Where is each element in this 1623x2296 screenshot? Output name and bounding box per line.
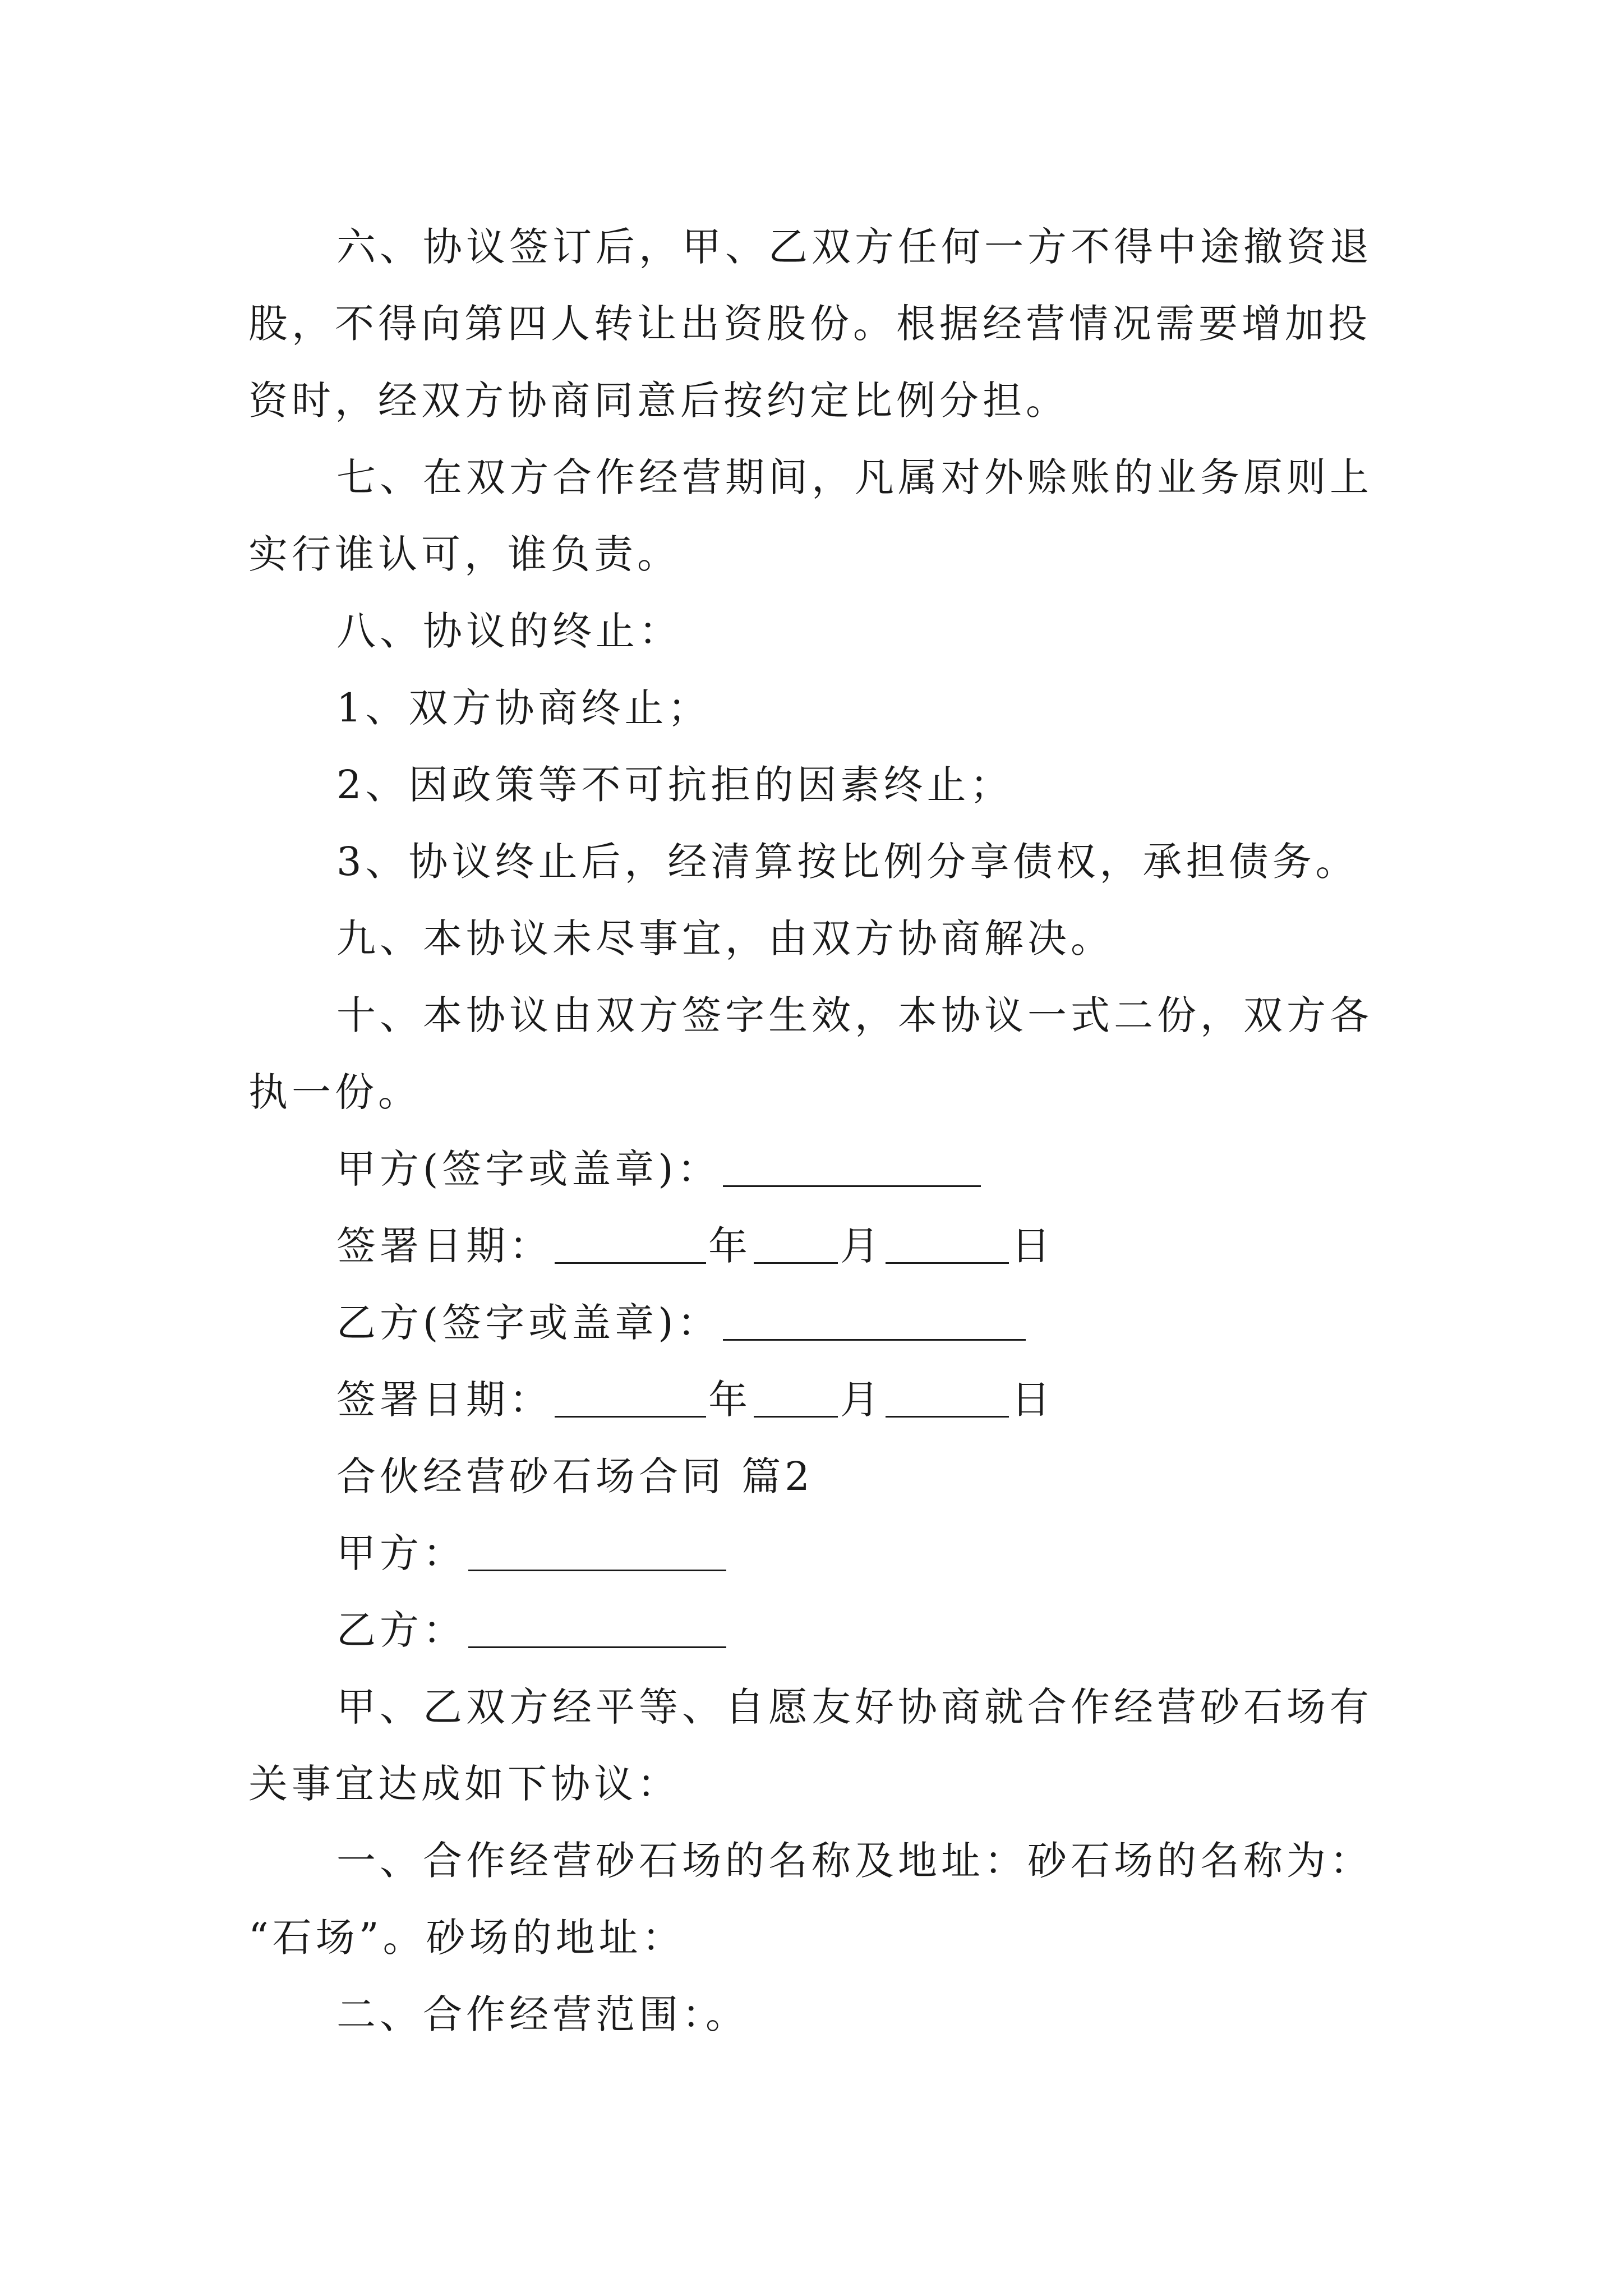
signature-line-a: [336, 1144, 1481, 1194]
year-label: 年: [708, 1223, 751, 1269]
paragraph-line: 甲、乙双方经平等、自愿友好协商就合作经营砂石场有: [336, 1684, 1373, 1730]
party-a-blank[interactable]: [468, 1536, 726, 1571]
party-b-line: [336, 1605, 1481, 1655]
paragraph-line: 一、合作经营砂石场的名称及地址：砂石场的名称为：: [336, 1838, 1373, 1884]
paragraph-line: “石场”。砂场的地址：: [248, 1915, 685, 1961]
paragraph-line: 九、本协议未尽事宜，由双方协商解决。: [336, 915, 1114, 961]
sign-a-label: 甲方(签字或盖章)：: [336, 1146, 721, 1192]
list-item: 3、协议终止后，经清算按比例分享债权，承担债务。: [336, 839, 1359, 885]
month-label: 月: [840, 1223, 883, 1269]
section-title: 合伙经营砂石场合同 篇2: [336, 1453, 814, 1499]
sign-b-label: 乙方(签字或盖章)：: [336, 1300, 721, 1346]
list-item: 2、因政策等不可抗拒的因素终止；: [336, 762, 1013, 808]
date-line-a: [336, 1221, 1481, 1271]
paragraph-line: 关事宜达成如下协议：: [248, 1761, 680, 1807]
month-blank[interactable]: [754, 1382, 838, 1418]
signature-line-b: [336, 1297, 1481, 1348]
paragraph-line: 十、本协议由双方签字生效，本协议一式二份，双方各: [336, 992, 1373, 1038]
paragraph-line: 二、合作经营范围：。: [336, 1991, 749, 2037]
signature-blank[interactable]: [723, 1152, 981, 1187]
paragraph-line: 执一份。: [248, 1069, 421, 1115]
day-blank[interactable]: [886, 1228, 1009, 1264]
party-b-label: 乙方：: [336, 1607, 466, 1653]
party-b-blank[interactable]: [468, 1613, 726, 1648]
month-blank[interactable]: [754, 1228, 838, 1264]
paragraph-line: 六、协议签订后，甲、乙双方任何一方不得中途撤资退: [336, 224, 1373, 270]
paragraph-line: 资时，经双方协商同意后按约定比例分担。: [248, 378, 1069, 424]
list-item: 1、双方协商终止；: [336, 685, 711, 731]
day-blank[interactable]: [886, 1382, 1009, 1418]
signature-blank[interactable]: [723, 1305, 1026, 1341]
paragraph-line: 七、在双方合作经营期间，凡属对外赊账的业务原则上: [336, 454, 1373, 500]
paragraph-line: 股，不得向第四人转让出资股份。根据经营情况需要增加投: [248, 301, 1371, 347]
year-label: 年: [708, 1377, 751, 1423]
party-a-line: [336, 1528, 1481, 1579]
year-blank[interactable]: [555, 1228, 706, 1264]
paragraph-line: 实行谁认可，谁负责。: [248, 531, 680, 577]
party-a-label: 甲方：: [336, 1530, 466, 1576]
date-line-b: [336, 1374, 1481, 1425]
date-label: 签署日期：: [336, 1377, 552, 1423]
year-blank[interactable]: [555, 1382, 706, 1418]
paragraph-line: 八、协议的终止：: [336, 608, 682, 654]
day-label: 日: [1011, 1223, 1054, 1269]
month-label: 月: [840, 1377, 883, 1423]
day-label: 日: [1011, 1377, 1054, 1423]
date-label: 签署日期：: [336, 1223, 552, 1269]
